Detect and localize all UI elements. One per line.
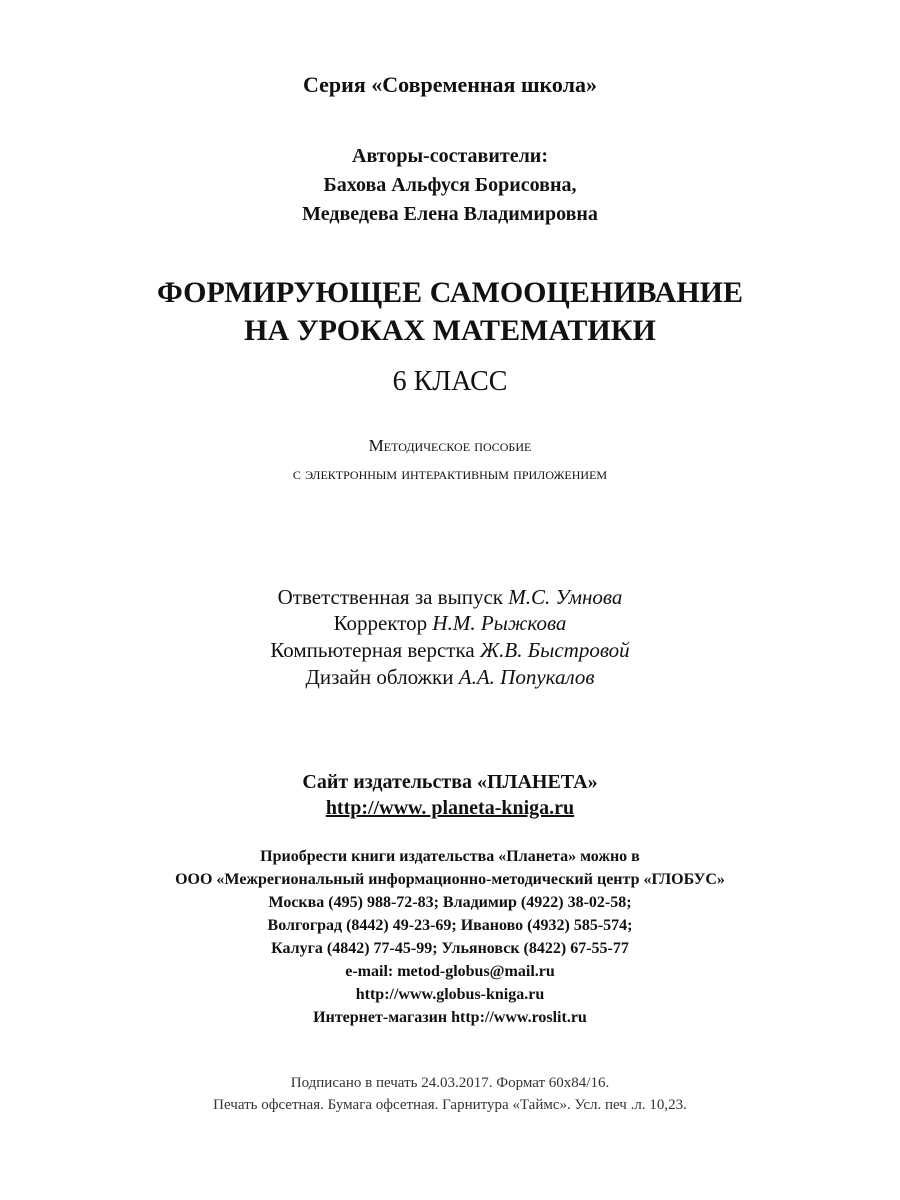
purchase-website: http://www.globus-kniga.ru — [355, 986, 545, 1003]
purchase-email: e-mail: metod-globus@mail.ru — [345, 963, 555, 980]
publisher-site-heading: Сайт издательства «ПЛАНЕТА» — [302, 771, 598, 793]
purchase-contact-line: Москва (495) 988-72-83; Владимир (4922) 38-02-58; — [268, 894, 632, 911]
purchase-contact-line: Волгоград (8442) 49-23-69; Иваново (4932) 585-574; — [267, 917, 633, 934]
author-name: Бахова Альфуся Борисовна, — [323, 174, 577, 196]
purchase-info-line: ООО «Межрегиональный информационно-методический центр «ГЛОБУС» — [175, 871, 725, 888]
credit-role: Компьютерная верстка — [270, 638, 475, 662]
credit-line — [0, 640, 900, 661]
purchase-contact-line: Калуга (4842) 77-45-99; Ульяновск (8422) 67-55-77 — [271, 940, 629, 957]
online-store-line: Интернет-магазин http://www.roslit.ru — [313, 1009, 587, 1026]
book-title-line: ФОРМИРУЮЩЕЕ САМООЦЕНИВАНИЕ — [156, 276, 743, 309]
credit-person: А.А. Попукалов — [458, 665, 595, 689]
credit-role: Дизайн обложки — [305, 665, 454, 689]
credit-line — [0, 613, 900, 634]
subtitle-line: с электронным интерактивным приложением — [292, 464, 608, 483]
credit-person: М.С. Умнова — [508, 585, 623, 609]
credit-line — [0, 587, 900, 608]
imprint-line: Подписано в печать 24.03.2017. Формат 60x84/16. — [290, 1075, 610, 1091]
subtitle-line: Методическое пособие — [368, 436, 532, 455]
grade-label: 6 КЛАСС — [392, 366, 508, 397]
credit-person: Н.М. Рыжкова — [432, 611, 567, 635]
credit-role: Корректор — [333, 611, 428, 635]
author-name: Медведева Елена Владимировна — [302, 203, 598, 225]
credit-role: Ответственная за выпуск — [277, 585, 503, 609]
authors-heading: Авторы-составители: — [352, 145, 548, 167]
imprint-line: Печать офсетная. Бумага офсетная. Гарнитура «Таймс». Усл. печ .л. 10,23. — [213, 1097, 687, 1113]
credit-line — [0, 667, 900, 688]
purchase-info-line: Приобрести книги издательства «Планета» можно в — [260, 848, 640, 865]
book-title-line: НА УРОКАХ МАТЕМАТИКИ — [244, 314, 656, 347]
series-name: Серия «Современная школа» — [303, 72, 597, 97]
credit-person: Ж.В. Быстровой — [479, 638, 630, 662]
publisher-site-link[interactable]: http://www. planeta-kniga.ru — [325, 797, 575, 819]
